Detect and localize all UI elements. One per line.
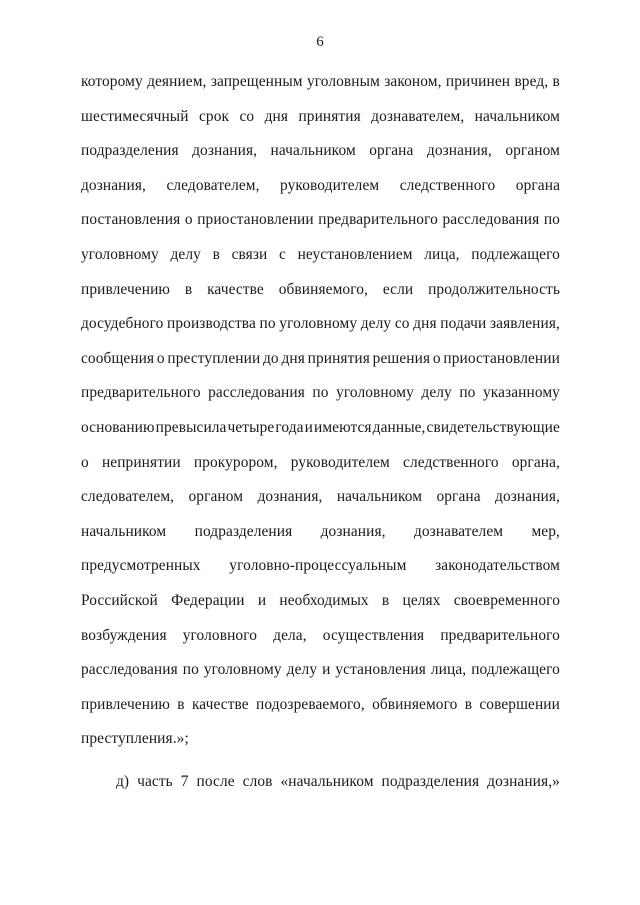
text-word: в bbox=[177, 695, 185, 713]
text-word: органа bbox=[436, 488, 481, 506]
text-word: непринятии bbox=[101, 453, 181, 471]
text-word: расследования bbox=[442, 211, 540, 229]
text-line bbox=[81, 245, 560, 280]
text-word: уголовно-процессуальным bbox=[229, 557, 407, 575]
text-word: срок bbox=[198, 107, 230, 125]
text-line bbox=[81, 591, 560, 626]
text-word: преступлении bbox=[167, 349, 261, 367]
text-word: после bbox=[196, 772, 235, 790]
text-word: дознавателем, bbox=[371, 107, 465, 125]
text-word: следователем, bbox=[81, 488, 175, 506]
text-word: решения bbox=[372, 349, 431, 367]
text-line bbox=[81, 72, 560, 107]
text-word: принятия bbox=[307, 349, 370, 367]
text-word: шестимесячный bbox=[81, 107, 189, 125]
text-word: основанию bbox=[81, 418, 155, 436]
text-word: начальником bbox=[474, 107, 560, 125]
text-word: связи bbox=[231, 245, 268, 263]
text-word: мер, bbox=[531, 522, 560, 540]
text-word: дня bbox=[264, 107, 289, 125]
text-word: в bbox=[184, 280, 193, 298]
text-word: приостановлении bbox=[443, 349, 560, 367]
text-word: органом bbox=[505, 142, 560, 160]
text-word: с bbox=[279, 245, 286, 263]
text-line bbox=[81, 695, 560, 730]
text-word: указанному bbox=[482, 384, 560, 402]
text-word: целях bbox=[402, 591, 441, 609]
text-word: свидетельствующие bbox=[426, 418, 560, 436]
text-word: д) bbox=[116, 772, 130, 790]
text-word: «начальником bbox=[280, 772, 374, 790]
text-word: сообщения bbox=[81, 349, 155, 367]
text-word: уголовному bbox=[203, 661, 282, 679]
text-word: расследования bbox=[208, 384, 305, 402]
text-word: органа bbox=[515, 176, 560, 194]
text-word: дознания, bbox=[426, 142, 492, 160]
text-line bbox=[81, 729, 560, 764]
text-word: делу bbox=[170, 245, 201, 263]
text-word: часть bbox=[137, 772, 173, 790]
text-word: о bbox=[184, 211, 193, 229]
text-word: запрещенным bbox=[210, 73, 303, 90]
text-line bbox=[81, 660, 560, 695]
text-word: неустановлением bbox=[297, 245, 413, 263]
text-word: подразделения bbox=[81, 142, 179, 160]
text-word: подразделения bbox=[194, 522, 293, 540]
text-word: вред, bbox=[514, 73, 549, 90]
text-line bbox=[81, 280, 560, 315]
text-word: следователем, bbox=[166, 176, 260, 194]
text-word: превысила bbox=[155, 418, 227, 436]
text-word: осуществления bbox=[322, 626, 425, 644]
text-word: качестве bbox=[191, 695, 249, 713]
text-word: прокурором, bbox=[193, 453, 278, 471]
text-word: дознавателем bbox=[413, 522, 504, 540]
text-word: со bbox=[394, 315, 410, 333]
text-word: дня bbox=[281, 349, 305, 367]
text-word: руководителем bbox=[290, 453, 390, 471]
text-word: и bbox=[322, 661, 331, 679]
text-word: уголовному bbox=[336, 384, 414, 402]
text-word: подлежащего bbox=[471, 245, 560, 263]
text-line bbox=[81, 453, 560, 488]
text-word: преступления.»; bbox=[81, 730, 189, 748]
text-word: года bbox=[275, 418, 304, 436]
text-word: начальником bbox=[270, 142, 356, 160]
text-line bbox=[81, 626, 560, 661]
text-word: уголовному bbox=[279, 315, 358, 333]
text-line bbox=[81, 522, 560, 557]
text-word: о bbox=[81, 453, 89, 471]
text-word: руководителем bbox=[280, 176, 380, 194]
text-word: органом bbox=[188, 488, 244, 506]
text-line bbox=[81, 556, 560, 591]
text-word: дознания, bbox=[192, 142, 258, 160]
text-word: начальником bbox=[81, 522, 167, 540]
text-word: досудебного bbox=[81, 315, 164, 333]
text-word: своевременного bbox=[453, 591, 560, 609]
text-word: совершении bbox=[479, 695, 560, 713]
text-word: имеются bbox=[313, 418, 372, 436]
text-word: обвиняемого bbox=[372, 695, 458, 713]
text-word: о bbox=[156, 349, 165, 367]
text-line bbox=[81, 383, 560, 418]
text-word: предварительного bbox=[318, 211, 438, 229]
text-word: слов bbox=[242, 772, 273, 790]
text-word: 7 bbox=[180, 772, 189, 790]
text-word: следственного bbox=[399, 176, 496, 194]
text-word: лица, bbox=[430, 661, 467, 679]
text-line bbox=[81, 314, 560, 349]
text-line bbox=[81, 772, 560, 807]
text-word: предусмотренных bbox=[81, 557, 201, 575]
text-word: приостановлении bbox=[197, 211, 314, 229]
text-word: законом, bbox=[384, 73, 442, 90]
text-word: принятия bbox=[298, 107, 361, 125]
text-word: предварительного bbox=[440, 626, 560, 644]
text-word: Федерации bbox=[171, 591, 245, 609]
text-word: по bbox=[459, 384, 476, 402]
text-word: подразделения bbox=[381, 772, 480, 790]
text-word: в bbox=[381, 591, 390, 609]
text-word: уголовного bbox=[182, 626, 258, 644]
text-word: которому bbox=[81, 73, 143, 90]
text-word: в bbox=[552, 73, 560, 90]
text-word: дознания, bbox=[257, 488, 323, 506]
text-line bbox=[81, 418, 560, 453]
text-word: качестве bbox=[207, 280, 264, 298]
text-word: продолжительность bbox=[428, 280, 560, 298]
text-word: расследования bbox=[81, 661, 178, 679]
text-word: данные, bbox=[372, 418, 426, 436]
text-word: законодательством bbox=[435, 557, 560, 575]
text-word: делу bbox=[360, 315, 392, 333]
text-word: уголовному bbox=[81, 245, 159, 263]
text-word: до bbox=[263, 349, 279, 367]
text-word: подозреваемого, bbox=[256, 695, 365, 713]
text-line bbox=[81, 141, 560, 176]
text-word: дня bbox=[413, 315, 437, 333]
text-word: дознания,» bbox=[487, 772, 560, 790]
text-word: Российской bbox=[81, 591, 158, 609]
text-word: производства bbox=[167, 315, 256, 333]
text-word: лица, bbox=[424, 245, 460, 263]
text-word: деянием, bbox=[147, 73, 207, 90]
text-word: привлечению bbox=[81, 280, 171, 298]
text-line bbox=[81, 349, 560, 384]
text-word: и bbox=[304, 418, 313, 436]
text-word: следственного bbox=[403, 453, 499, 471]
text-word: если bbox=[382, 280, 414, 298]
text-word: по bbox=[543, 211, 560, 229]
text-word: необходимых bbox=[279, 591, 369, 609]
text-word: по bbox=[259, 315, 276, 333]
text-word: по bbox=[312, 384, 329, 402]
text-word: дознания, bbox=[320, 522, 386, 540]
text-word: предварительного bbox=[81, 384, 201, 402]
text-word: подачи bbox=[440, 315, 487, 333]
text-word: дознания, bbox=[81, 176, 146, 194]
text-word: возбуждения bbox=[81, 626, 167, 644]
text-line bbox=[81, 210, 560, 245]
text-word: в bbox=[464, 695, 473, 713]
text-word: привлечению bbox=[81, 695, 171, 713]
text-word: установления bbox=[335, 661, 426, 679]
text-line bbox=[81, 107, 560, 142]
text-word: о bbox=[432, 349, 441, 367]
page-number: 6 bbox=[316, 34, 324, 50]
text-word: и bbox=[257, 591, 267, 609]
text-word: причинен bbox=[445, 73, 511, 90]
text-word: делу bbox=[286, 661, 318, 679]
text-word: постановления bbox=[81, 211, 181, 229]
text-word: начальником bbox=[336, 488, 423, 506]
text-word: органа bbox=[369, 142, 414, 160]
text-word: по bbox=[182, 661, 199, 679]
text-word: уголовным bbox=[306, 73, 380, 90]
text-word: делу bbox=[421, 384, 452, 402]
text-word: органа, bbox=[511, 453, 560, 471]
text-line bbox=[81, 176, 560, 211]
text-word: со bbox=[239, 107, 255, 125]
text-word: четыре bbox=[227, 418, 275, 436]
text-word: заявления, bbox=[490, 315, 560, 333]
text-word: обвиняемого, bbox=[278, 280, 368, 298]
text-word: подлежащего bbox=[471, 661, 560, 679]
body-text bbox=[81, 72, 560, 806]
text-word: дела, bbox=[273, 626, 307, 644]
text-word: дознания, bbox=[495, 488, 560, 506]
text-word: в bbox=[212, 245, 220, 263]
text-line bbox=[81, 487, 560, 522]
